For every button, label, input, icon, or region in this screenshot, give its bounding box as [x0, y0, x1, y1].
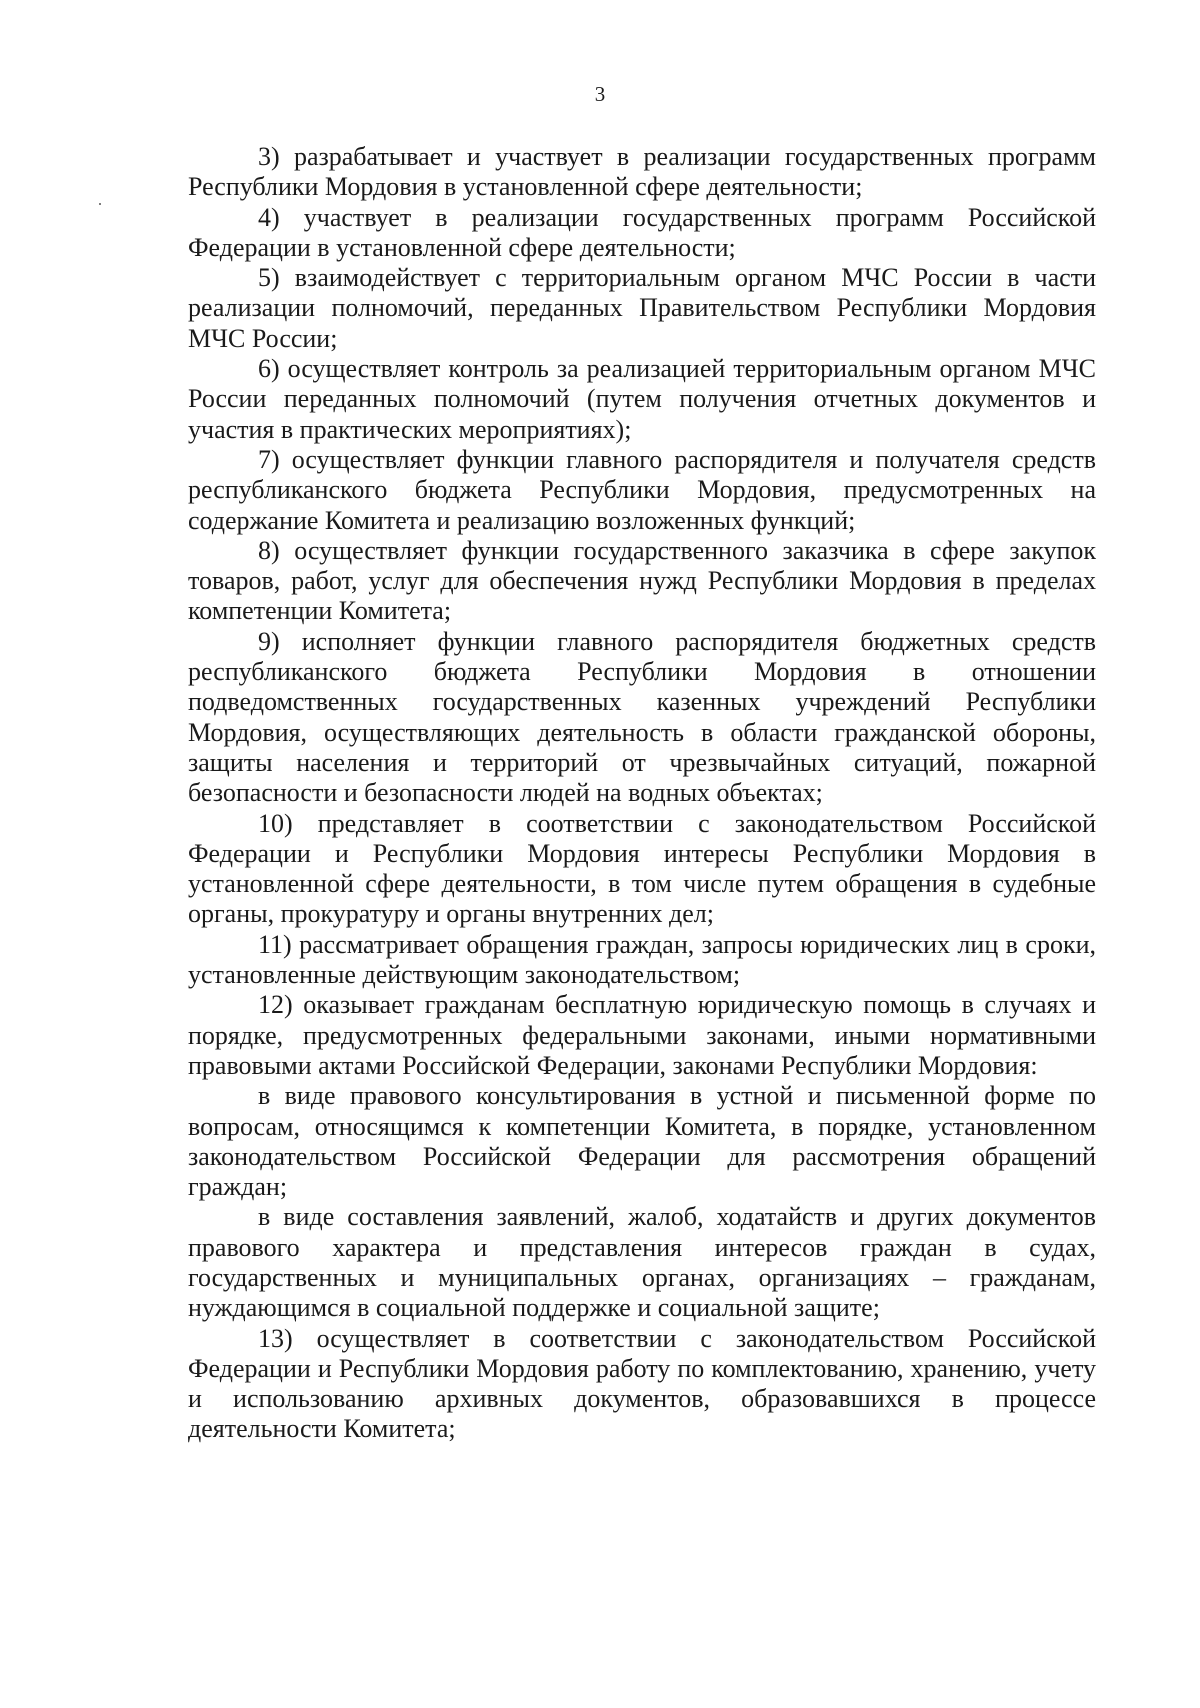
paragraph-item-9: 9) исполняет функции главного распорядителя бюджетных средств республиканского бюджета Республики Мордовия в отношении подведомственных государственных казенных учреждений Республики Мордовия, осуществляющих деятельность в области гражданской обороны, защиты населения и территорий от чрезвычайных ситуаций, пожарной безопасности и безопасности людей на водных объектах; — [188, 626, 1096, 808]
paragraph-item-12-documents: в виде составления заявлений, жалоб, ходатайств и других документов правового характера и представления интересов граждан в судах, государственных и муниципальных органах, организациях – гражданам, нуждающимся в социальной поддержке и социальной защите; — [188, 1202, 1096, 1323]
paragraph-item-11: 11) рассматривает обращения граждан, запросы юридических лиц в сроки, установленные действующим законодательством; — [188, 929, 1096, 990]
paragraph-item-13: 13) осуществляет в соответствии с законодательством Российской Федерации и Республики Мордовия работу по комплектованию, хранению, учету и использованию архивных документов, образовавшихся в процессе деятельности Комитета; — [188, 1323, 1096, 1444]
page-number: 3 — [594, 82, 606, 106]
document-body — [188, 142, 1096, 1445]
paragraph-item-10: 10) представляет в соответствии с законодательством Российской Федерации и Республики Мордовия интересы Республики Мордовия в установленной сфере деятельности, в том числе путем обращения в судебные органы, прокуратуру и органы внутренних дел; — [188, 808, 1096, 929]
scan-speck — [99, 203, 101, 205]
paragraph-item-12-consulting: в виде правового консультирования в устной и письменной форме по вопросам, относящимся к компетенции Комитета, в порядке, установленном законодательством Российской Федерации для рассмотрения обращений граждан; — [188, 1081, 1096, 1202]
paragraph-item-5: 5) взаимодействует с территориальным органом МЧС России в части реализации полномочий, переданных Правительством Республики Мордовия МЧС России; — [188, 263, 1096, 353]
paragraph-item-6: 6) осуществляет контроль за реализацией территориальным органом МЧС России переданных полномочий (путем получения отчетных документов и участия в практических мероприятиях); — [188, 354, 1096, 444]
paragraph-item-12: 12) оказывает гражданам бесплатную юридическую помощь в случаях и порядке, предусмотренных федеральными законами, иными нормативными правовыми актами Российской Федерации, законами Республики Мордовия: — [188, 990, 1096, 1080]
paragraph-item-7: 7) осуществляет функции главного распорядителя и получателя средств республиканского бюджета Республики Мордовия, предусмотренных на содержание Комитета и реализацию возложенных функций; — [188, 444, 1096, 535]
paragraph-item-4: 4) участвует в реализации государственных программ Российской Федерации в установленной сфере деятельности; — [188, 202, 1096, 262]
paragraph-item-3: 3) разрабатывает и участвует в реализации государственных программ Республики Мордовия в установленной сфере деятельности; — [188, 142, 1096, 202]
paragraph-item-8: 8) осуществляет функции государственного заказчика в сфере закупок товаров, работ, услуг для обеспечения нужд Республики Мордовия в пределах компетенции Комитета; — [188, 535, 1096, 626]
